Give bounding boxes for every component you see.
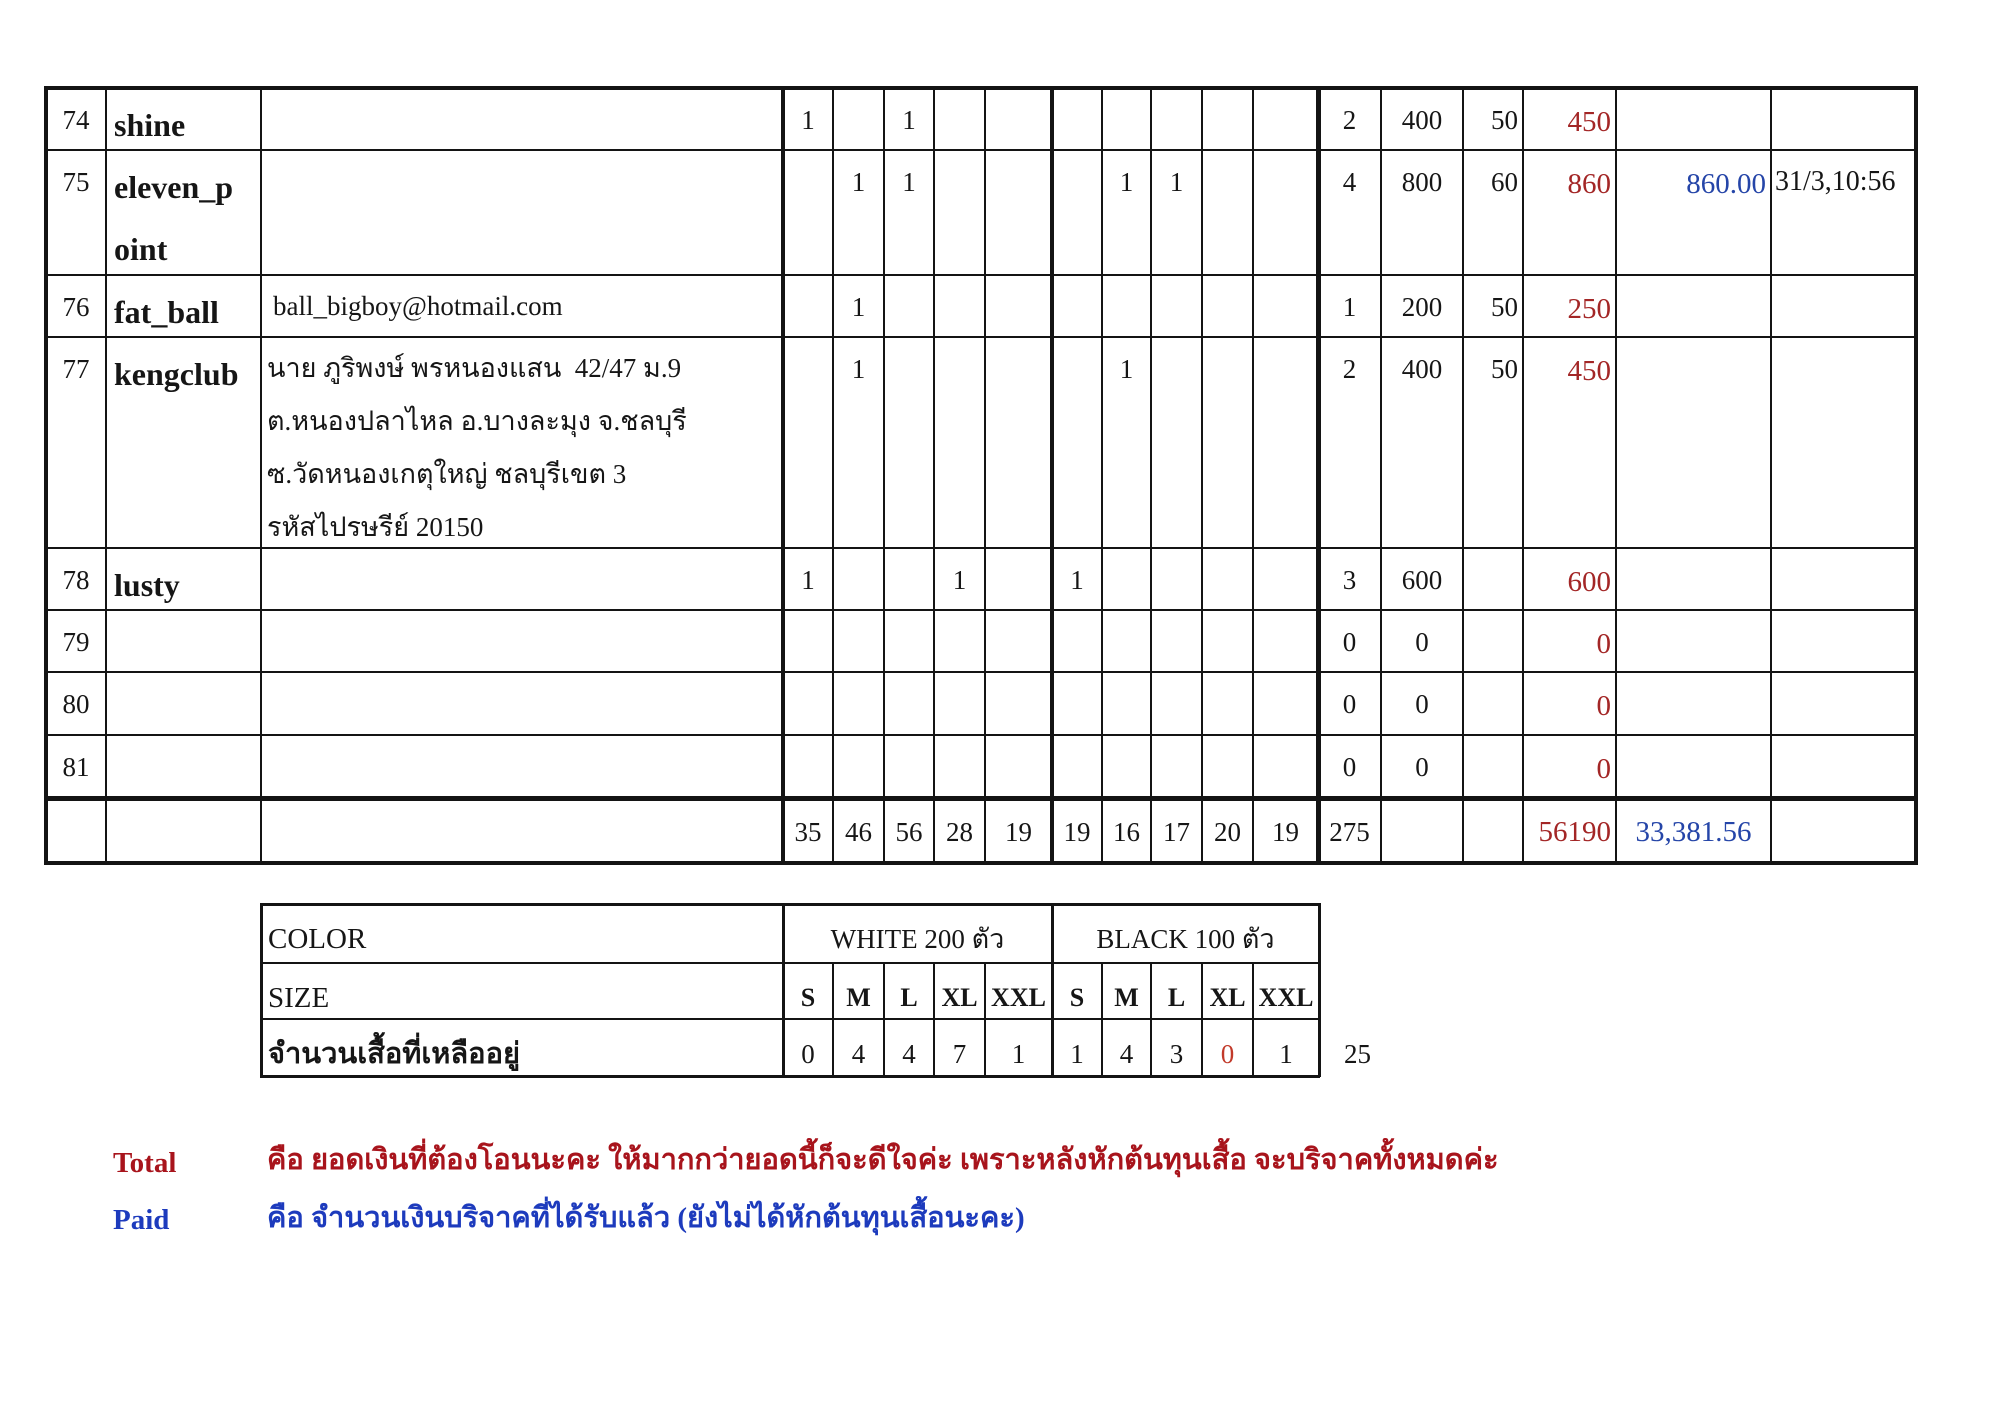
black-size-s: S <box>1069 983 1085 1012</box>
white-l-qty <box>884 548 934 610</box>
white-l-qty <box>884 672 934 735</box>
black-xl-qty <box>1202 548 1253 610</box>
white-l-qty: 1 <box>902 167 916 197</box>
table-rule <box>44 336 1918 338</box>
table-rule <box>44 861 1918 865</box>
item-count: 2 <box>1342 105 1357 135</box>
white-xl-qty <box>934 610 985 672</box>
black-size-xl: XL <box>1209 983 1246 1012</box>
shipping-fee <box>1463 672 1523 735</box>
white-xxl-qty <box>985 548 1052 610</box>
order-row <box>46 672 1916 735</box>
table-rule <box>44 609 1918 611</box>
grand-total: 56190 <box>1538 816 1611 848</box>
shipping-fee: 50 <box>1491 354 1518 384</box>
black-xxl-qty <box>1253 275 1318 337</box>
payment-time <box>1771 672 1916 735</box>
white-s-qty: 1 <box>801 565 815 595</box>
payment-time <box>1771 610 1916 672</box>
black-m-qty: 1 <box>1119 167 1134 197</box>
white-color-header: WHITE 200 ตัว <box>830 924 1005 954</box>
white-m-qty <box>833 548 884 610</box>
item-count: 3 <box>1342 565 1357 595</box>
table-rule <box>1252 86 1254 865</box>
paid-amount <box>1616 337 1771 548</box>
item-count: 0 <box>1342 689 1357 719</box>
black-s-qty <box>1052 610 1102 672</box>
price: 0 <box>1415 689 1429 719</box>
white-m-qty: 46 <box>845 817 872 847</box>
order-row <box>46 88 1916 150</box>
black-xl-qty <box>1202 735 1253 798</box>
row-number: 75 <box>62 167 90 197</box>
table-rule <box>1201 963 1203 1076</box>
order-total: 860 <box>1567 168 1611 200</box>
order-row <box>46 610 1916 672</box>
table-rule <box>1318 903 1321 1077</box>
table-rule <box>260 1075 1320 1078</box>
black-xl-qty <box>1202 672 1253 735</box>
customer-name <box>106 610 261 672</box>
table-rule <box>883 963 885 1076</box>
black-s-qty <box>1052 275 1102 337</box>
black-xl-qty <box>1202 337 1253 548</box>
black-s-qty <box>1052 150 1102 275</box>
white-xl-qty <box>934 337 985 548</box>
row-number: 79 <box>62 627 90 657</box>
shipping-fee <box>1463 735 1523 798</box>
shipping-fee <box>1463 610 1523 672</box>
item-count: 0 <box>1342 752 1357 782</box>
white-l-qty <box>884 275 934 337</box>
paid-legend-label: Paid <box>113 1204 170 1236</box>
customer-name: eleven_point <box>114 169 234 267</box>
row-number: 81 <box>62 752 90 782</box>
table-rule <box>832 963 834 1076</box>
total-legend-label: Total <box>113 1147 177 1179</box>
order-row <box>46 548 1916 610</box>
table-rule <box>1101 963 1103 1076</box>
white-s-qty <box>783 735 833 798</box>
white-xxl-qty <box>985 610 1052 672</box>
price: 400 <box>1401 105 1443 135</box>
row-number: 78 <box>62 565 90 595</box>
black-xxl-remaining: 1 <box>1279 1039 1293 1069</box>
black-l-qty: 1 <box>1169 167 1184 197</box>
black-xl-qty <box>1202 275 1253 337</box>
shipping-address <box>261 88 783 150</box>
table-rule <box>260 903 263 1077</box>
table-rule <box>1914 86 1918 865</box>
shipping-address <box>261 672 783 735</box>
table-rule <box>1770 86 1772 865</box>
white-xl-qty <box>934 735 985 798</box>
black-s-qty <box>1052 88 1102 150</box>
white-l-qty <box>884 337 934 548</box>
table-rule <box>260 903 1320 906</box>
table-rule <box>260 962 1320 964</box>
black-m-qty <box>1102 735 1151 798</box>
black-xxl-qty <box>1253 610 1318 672</box>
price: 800 <box>1401 167 1443 197</box>
shipping-address <box>261 150 783 275</box>
price: 400 <box>1401 354 1443 384</box>
item-count: 275 <box>1329 817 1370 847</box>
order-total: 450 <box>1567 355 1611 387</box>
white-s-qty <box>783 672 833 735</box>
item-count: 0 <box>1342 627 1357 657</box>
white-size-l: L <box>900 983 918 1012</box>
table-rule <box>883 86 885 865</box>
price: 600 <box>1401 565 1443 595</box>
orders-table <box>44 86 1918 865</box>
black-l-qty: 17 <box>1163 817 1190 847</box>
address-line: ซ.วัดหนองเกตุใหญ่ ชลบุรีเขต 3 <box>267 459 627 489</box>
address-line: ต.หนองปลาไหล อ.บางละมุง จ.ชลบุรี <box>267 406 687 436</box>
black-m-qty <box>1102 275 1151 337</box>
paid-sum: 33,381.56 <box>1635 816 1752 848</box>
white-xxl-qty <box>985 88 1052 150</box>
table-rule <box>933 86 935 865</box>
table-rule <box>44 734 1918 736</box>
white-xl-qty <box>934 275 985 337</box>
black-s-qty <box>1052 672 1102 735</box>
black-color-header: BLACK 100 ตัว <box>1096 924 1275 954</box>
paid-legend-text: คือ จำนวนเงินบริจาคที่ได้รับแล้ว (ยังไม่ได้หักต้นทุนเสื้อนะคะ) <box>267 1202 1025 1234</box>
table-rule <box>44 149 1918 151</box>
paid-amount <box>1616 88 1771 150</box>
black-xxl-qty <box>1253 672 1318 735</box>
customer-name <box>106 672 261 735</box>
table-rule <box>44 86 1918 90</box>
stock-table <box>259 902 1400 1078</box>
black-xxl-qty <box>1253 150 1318 275</box>
table-rule <box>1201 86 1203 865</box>
order-total: 0 <box>1596 628 1611 660</box>
totals-row <box>46 798 1916 863</box>
white-s-remaining: 0 <box>801 1039 815 1069</box>
black-l-qty <box>1151 88 1202 150</box>
shipping-fee: 50 <box>1491 105 1518 135</box>
shipping-address <box>261 275 783 337</box>
black-xl-qty: 20 <box>1214 817 1241 847</box>
item-count: 1 <box>1342 292 1357 322</box>
white-m-qty: 1 <box>851 292 866 322</box>
paid-amount <box>1616 610 1771 672</box>
table-rule <box>44 671 1918 673</box>
order-total: 0 <box>1596 753 1611 785</box>
white-xxl-qty <box>985 337 1052 548</box>
paid-amount: 860.00 <box>1686 168 1766 200</box>
white-s-qty <box>783 150 833 275</box>
price: 0 <box>1415 627 1429 657</box>
shipping-fee: 50 <box>1491 292 1518 322</box>
payment-time <box>1771 548 1916 610</box>
white-size-xl: XL <box>941 983 978 1012</box>
table-rule <box>1380 86 1382 865</box>
white-xl-qty: 1 <box>952 565 967 595</box>
white-xl-remaining: 7 <box>952 1039 967 1069</box>
shipping-address <box>261 735 783 798</box>
order-total: 450 <box>1567 106 1611 138</box>
black-s-qty: 1 <box>1070 565 1084 595</box>
shipping-fee: 60 <box>1491 167 1518 197</box>
black-l-remaining: 3 <box>1169 1039 1184 1069</box>
black-xxl-qty <box>1253 548 1318 610</box>
white-size-xxl: XXL <box>991 983 1046 1012</box>
white-l-qty <box>884 610 934 672</box>
black-xxl-qty <box>1253 88 1318 150</box>
table-rule <box>44 796 1918 801</box>
total-legend-text: คือ ยอดเงินที่ต้องโอนนะคะ ให้มากกว่ายอดนี้ก็จะดีใจค่ะ เพราะหลังหักต้นทุนเสื้อ จะบริจาคทั้งหมดค่ะ <box>267 1144 1499 1176</box>
row-number: 74 <box>62 105 90 135</box>
order-total: 0 <box>1596 690 1611 722</box>
table-rule <box>1150 963 1152 1076</box>
white-s-qty <box>783 337 833 548</box>
black-xxl-qty <box>1253 735 1318 798</box>
black-l-qty <box>1151 735 1202 798</box>
table-rule <box>1615 86 1617 865</box>
white-s-qty <box>783 610 833 672</box>
remaining-label: จำนวนเสื้อที่เหลืออยู่ <box>268 1038 520 1070</box>
payment-time <box>1771 275 1916 337</box>
white-m-qty <box>833 672 884 735</box>
white-size-s: S <box>800 983 816 1012</box>
order-row <box>46 275 1916 337</box>
price: 200 <box>1401 292 1443 322</box>
black-m-qty: 1 <box>1119 354 1134 384</box>
white-xxl-qty <box>985 275 1052 337</box>
table-rule <box>781 86 785 865</box>
order-total: 600 <box>1567 566 1611 598</box>
payment-time <box>1771 735 1916 798</box>
black-xl-remaining: 0 <box>1220 1039 1235 1069</box>
black-xxl-qty: 19 <box>1272 817 1299 847</box>
order-row <box>46 150 1916 275</box>
white-xl-qty <box>934 672 985 735</box>
black-m-qty <box>1102 88 1151 150</box>
table-rule <box>44 274 1918 276</box>
black-xl-qty <box>1202 150 1253 275</box>
black-l-qty <box>1151 548 1202 610</box>
white-xxl-qty <box>985 150 1052 275</box>
customer-name: lusty <box>114 567 180 603</box>
black-xl-qty <box>1202 88 1253 150</box>
row-number: 77 <box>62 354 90 384</box>
shipping-address <box>261 337 783 548</box>
payment-time: 31/3,10:56 <box>1775 166 1896 197</box>
customer-name: shine <box>114 107 186 143</box>
paid-amount <box>1616 548 1771 610</box>
white-s-qty <box>783 275 833 337</box>
white-l-qty: 1 <box>902 105 916 135</box>
paid-amount <box>1616 735 1771 798</box>
row-number: 76 <box>62 292 90 322</box>
payment-time <box>1771 88 1916 150</box>
table-rule <box>260 86 262 865</box>
white-m-qty: 1 <box>851 167 866 197</box>
item-count: 4 <box>1342 167 1357 197</box>
white-xxl-qty: 19 <box>1005 817 1032 847</box>
row-number: 80 <box>62 689 90 719</box>
order-row <box>46 735 1916 798</box>
white-xxl-qty <box>985 735 1052 798</box>
table-rule <box>44 547 1918 549</box>
price: 0 <box>1415 752 1429 782</box>
color-label: COLOR <box>268 923 367 955</box>
table-rule <box>1252 963 1254 1076</box>
white-l-qty: 56 <box>895 817 923 847</box>
shipping-address <box>261 610 783 672</box>
table-rule <box>984 86 986 865</box>
black-m-qty: 16 <box>1113 817 1140 847</box>
table-rule <box>260 1018 1320 1020</box>
customer-name: fat_ball <box>114 294 219 330</box>
black-size-m: M <box>1114 983 1139 1012</box>
black-s-remaining: 1 <box>1070 1039 1084 1069</box>
table-rule <box>105 86 107 865</box>
white-m-qty <box>833 735 884 798</box>
black-s-qty <box>1052 735 1102 798</box>
black-xl-qty <box>1202 610 1253 672</box>
payment-time <box>1771 337 1916 548</box>
table-rule <box>933 963 935 1076</box>
remaining-total: 25 <box>1344 1039 1371 1069</box>
white-xl-qty <box>934 88 985 150</box>
table-rule <box>1050 86 1054 865</box>
paid-amount <box>1616 672 1771 735</box>
black-m-qty <box>1102 548 1151 610</box>
order-total: 250 <box>1567 293 1611 325</box>
black-l-qty <box>1151 275 1202 337</box>
black-size-xxl: XXL <box>1258 983 1314 1012</box>
shipping-address <box>261 548 783 610</box>
black-l-qty <box>1151 337 1202 548</box>
table-rule <box>984 963 986 1076</box>
white-xxl-qty <box>985 672 1052 735</box>
table-rule <box>1150 86 1152 865</box>
white-s-qty: 35 <box>794 817 822 847</box>
white-xl-qty: 28 <box>946 817 973 847</box>
black-s-qty <box>1052 337 1102 548</box>
shipping-fee <box>1463 548 1523 610</box>
black-xxl-qty <box>1253 337 1318 548</box>
white-m-qty: 1 <box>851 354 866 384</box>
address-line: รหัสไปรษรีย์ 20150 <box>267 512 484 542</box>
black-m-qty <box>1102 672 1151 735</box>
white-m-qty <box>833 88 884 150</box>
table-rule <box>1462 86 1464 865</box>
table-rule <box>782 903 785 1077</box>
table-rule <box>1101 86 1103 865</box>
black-l-qty <box>1151 672 1202 735</box>
table-rule <box>1316 86 1321 865</box>
order-row <box>46 337 1916 548</box>
white-s-qty: 1 <box>801 105 815 135</box>
size-label: SIZE <box>268 982 330 1014</box>
item-count: 2 <box>1342 354 1357 384</box>
table-rule <box>44 86 48 865</box>
black-l-qty <box>1151 610 1202 672</box>
white-m-qty <box>833 610 884 672</box>
paid-amount <box>1616 275 1771 337</box>
black-m-qty <box>1102 610 1151 672</box>
black-m-remaining: 4 <box>1119 1039 1134 1069</box>
table-rule <box>832 86 834 865</box>
address-line: นาย ภูริพงษ์ พรหนองแสน 42/47 ม.9 <box>267 353 682 383</box>
address-line: ball_bigboy@hotmail.com <box>273 291 563 321</box>
white-l-remaining: 4 <box>902 1039 916 1069</box>
white-size-m: M <box>846 983 871 1012</box>
white-l-qty <box>884 735 934 798</box>
table-rule <box>1522 86 1524 865</box>
white-m-remaining: 4 <box>851 1039 866 1069</box>
customer-name <box>106 735 261 798</box>
customer-name: kengclub <box>114 356 239 392</box>
white-xl-qty <box>934 150 985 275</box>
black-size-l: L <box>1167 983 1186 1012</box>
black-s-qty: 19 <box>1063 817 1091 847</box>
table-rule <box>1051 903 1054 1077</box>
white-xxl-remaining: 1 <box>1011 1039 1026 1069</box>
